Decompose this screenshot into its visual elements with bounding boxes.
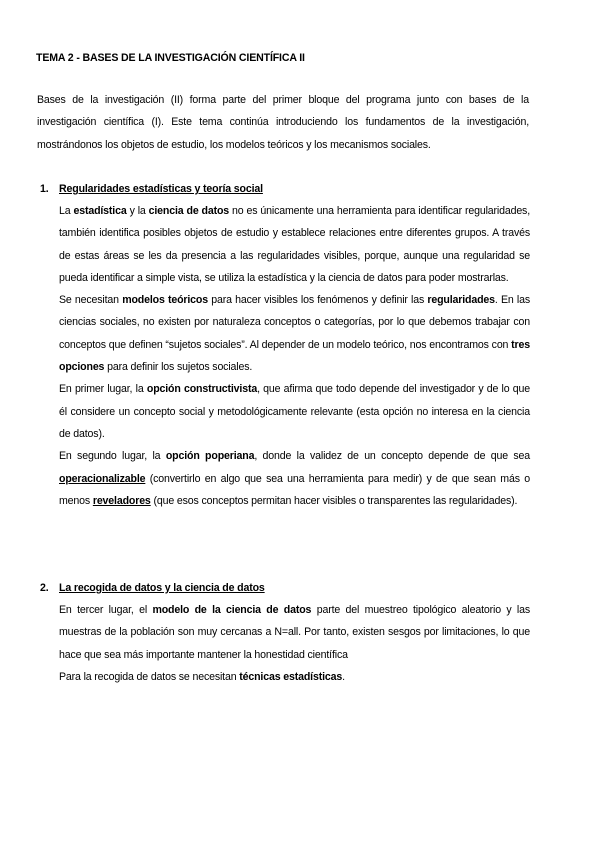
bold-underlined-term: operacionalizable xyxy=(59,472,146,485)
paragraph-constructivista xyxy=(59,378,530,445)
text-run: En segundo lugar, la xyxy=(59,450,166,463)
paragraph-estadistica xyxy=(59,200,530,289)
text-run: Se necesitan xyxy=(59,294,123,307)
text-run: (que esos conceptos permitan hacer visibles o transparentes las regularidades). xyxy=(150,494,518,507)
intro-paragraph: Bases de la investigación (II) forma parte del primer bloque del programa junto con bases de la investigación científica (I). Este tema continúa introduciendo los fundamentos de la investigación, mostrándonos los objetos de estudio, los modelos teóricos y los mecanismos sociales. xyxy=(37,94,529,151)
bold-term: modelos teóricos xyxy=(122,294,208,307)
bold-term: tres opciones xyxy=(59,338,530,374)
bold-term: modelo de la ciencia de datos xyxy=(152,604,312,616)
text-run: , que afirma que todo depende del investigador y de lo que él considere un concepto social y metodológicamente relevante (esta opción no interesa en la ciencia de datos). xyxy=(59,383,530,440)
text-run: . xyxy=(342,670,345,683)
text-run: (convertirlo en algo que sea una herramienta para medir) y de que sean más o menos xyxy=(59,472,530,507)
text-run: En tercer lugar, el xyxy=(59,604,153,616)
text-run: . En las ciencias sociales, no existen por naturaleza conceptos o categorías, por lo que debemos trabajar con conceptos que definen “sujetos sociales”. Al depender de un modelo teórico, nos encontramos con xyxy=(59,294,530,351)
text-run: La xyxy=(59,205,74,217)
text-run: y la xyxy=(126,205,149,217)
bold-term: opción poperiana xyxy=(165,450,255,463)
bold-term: ciencia de datos xyxy=(148,205,230,217)
text-run: para hacer visibles los fenómenos y definir las xyxy=(207,294,428,307)
bold-term: regularidades xyxy=(427,294,495,307)
text-run: no es únicamente una herramienta para identificar regularidades, también identifica posibles objetos de estudio y establece relaciones entre diferentes grupos. A través de estas áreas se les da presencia a las regularidades visibles, porque, aunque una regularidad se pueda identificar a simple vista, se utiliza la estadística y la ciencia de datos para poder mostrarlas. xyxy=(59,205,530,284)
paragraph-modelos xyxy=(59,289,530,378)
text-run: En primer lugar, la xyxy=(59,383,147,396)
section-number: 1. xyxy=(40,183,49,195)
bold-underlined-term: reveladores xyxy=(92,494,151,507)
section-regularidades xyxy=(40,178,530,512)
bold-term: técnicas estadísticas xyxy=(239,670,343,683)
section-heading-text: La recogida de datos y la ciencia de datos xyxy=(59,582,265,594)
paragraph-poperiana xyxy=(59,445,530,512)
document-title: TEMA 2 - BASES DE LA INVESTIGACIÓN CIENTÍFICA II xyxy=(36,52,305,64)
paragraph-tecnicas xyxy=(59,666,530,688)
paragraph-modelo-ciencia xyxy=(59,599,530,666)
section-body xyxy=(59,200,530,512)
text-run: Para la recogida de datos se necesitan xyxy=(59,670,240,683)
text-run: para definir los sujetos sociales. xyxy=(104,361,253,374)
section-heading xyxy=(40,577,530,599)
section-body xyxy=(59,599,530,688)
section-heading-text: Regularidades estadísticas y teoría social xyxy=(59,183,263,195)
bold-term: estadística xyxy=(73,205,127,217)
section-number: 2. xyxy=(40,582,49,594)
section-recogida-datos xyxy=(40,577,530,688)
text-run: , donde la validez de un concepto depende de que sea xyxy=(254,450,531,463)
section-heading xyxy=(40,178,530,200)
bold-term: opción constructivista xyxy=(146,383,258,396)
text-run: parte del muestreo tipológico aleatorio y las muestras de la población son muy cercanas a N=all. Por tanto, existen sesgos por limitaciones, lo que hace que sea más importante mantener la honestidad científica xyxy=(59,604,530,661)
